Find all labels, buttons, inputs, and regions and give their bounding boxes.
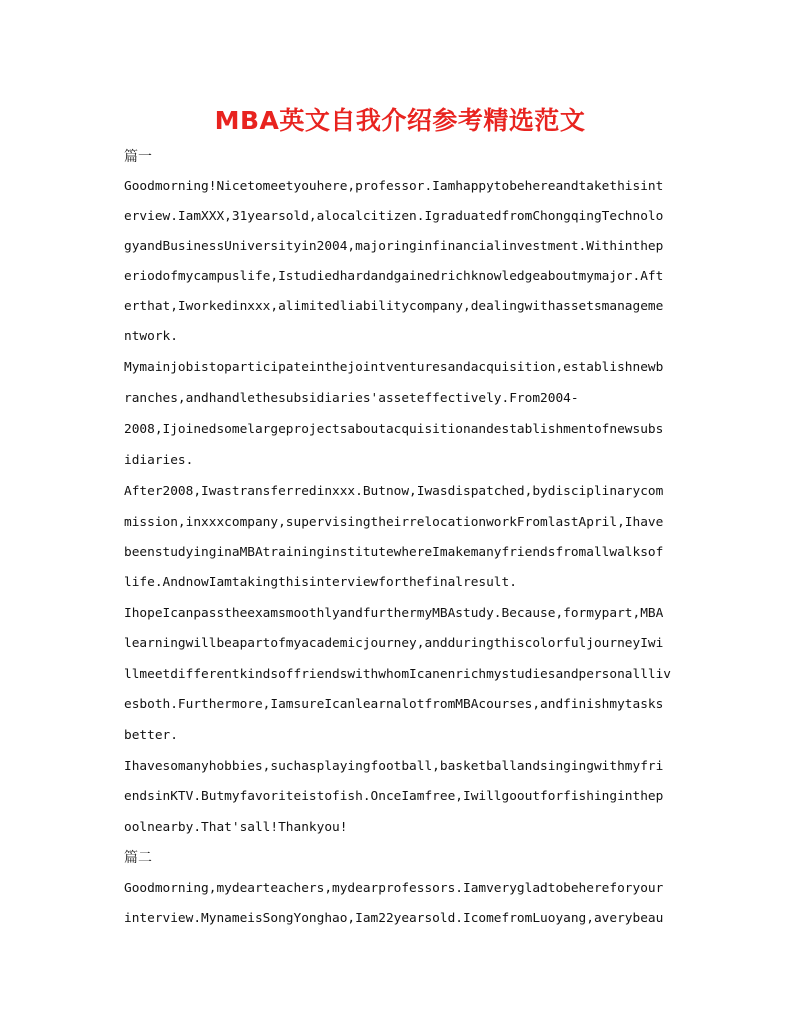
text-line: eriodofmycampuslife,Istudiedhardandgainedrichknowledgeaboutmymajor.Aft [124,269,664,284]
text-line: Ihavesomanyhobbies,suchasplayingfootball,basketballandsingingwithmyfri [124,759,664,774]
text-line: mission,inxxxcompany,supervisingtheirrelocationworkFromlastApril,Ihave [124,515,664,530]
text-line: oolnearby.That'sall!Thankyou! [124,820,348,835]
text-line: interview.MynameisSongYonghao,Iam22yearsold.IcomefromLuoyang,averybeau [124,911,664,926]
section-heading-2: 篇二 [124,850,152,866]
text-line: gyandBusinessUniversityin2004,majoringinfinancialinvestment.Withinthep [124,239,664,254]
section-heading-1: 篇一 [124,149,152,165]
text-line: ranches,andhandlethesubsidiaries'asseteffectively.From2004- [124,391,579,406]
text-line: endsinKTV.Butmyfavoriteistofish.OnceIamfree,Iwillgooutforfishinginthep [124,789,664,804]
text-line: beenstudyinginaMBAtraininginstitutewhereImakemanyfriendsfromallwalksof [124,545,664,560]
text-line: erview.IamXXX,31yearsold,alocalcitizen.IgraduatedfromChongqingTechnolo [124,209,664,224]
text-line: Goodmorning!Nicetomeetyouhere,professor.Iamhappytobehereandtakethisint [124,179,664,194]
text-line: IhopeIcanpasstheexamsmoothlyandfurthermyMBAstudy.Because,formypart,MBA [124,606,664,621]
text-line: better. [124,728,178,743]
text-line: erthat,Iworkedinxxx,alimitedliabilitycompany,dealingwithassetsmanageme [124,299,664,314]
text-line: idiaries. [124,453,194,468]
text-line: 2008,Ijoinedsomelargeprojectsaboutacquisitionandestablishmentofnewsubs [124,422,664,437]
text-line: llmeetdifferentkindsoffriendswithwhomIcanenrichmystudiesandpersonallliv [124,667,672,682]
document-title: MBA英文自我介绍参考精选范文 [214,106,586,135]
text-line: learningwillbeapartofmyacademicjourney,andduringthiscolorfuljourneyIwi [124,636,664,651]
text-line: After2008,Iwastransferredinxxx.Butnow,Iwasdispatched,bydisciplinarycom [124,484,664,499]
text-line: ntwork. [124,329,178,344]
text-line: life.AndnowIamtakingthisinterviewforthefinalresult. [124,575,517,590]
text-line: Mymainjobistoparticipateinthejointventuresandacquisition,establishnewb [124,360,664,375]
text-line: esboth.Furthermore,IamsureIcanlearnalotfromMBAcourses,andfinishmytasks [124,697,664,712]
text-line: Goodmorning,mydearteachers,mydearprofessors.Iamverygladtobehereforyour [124,881,664,896]
